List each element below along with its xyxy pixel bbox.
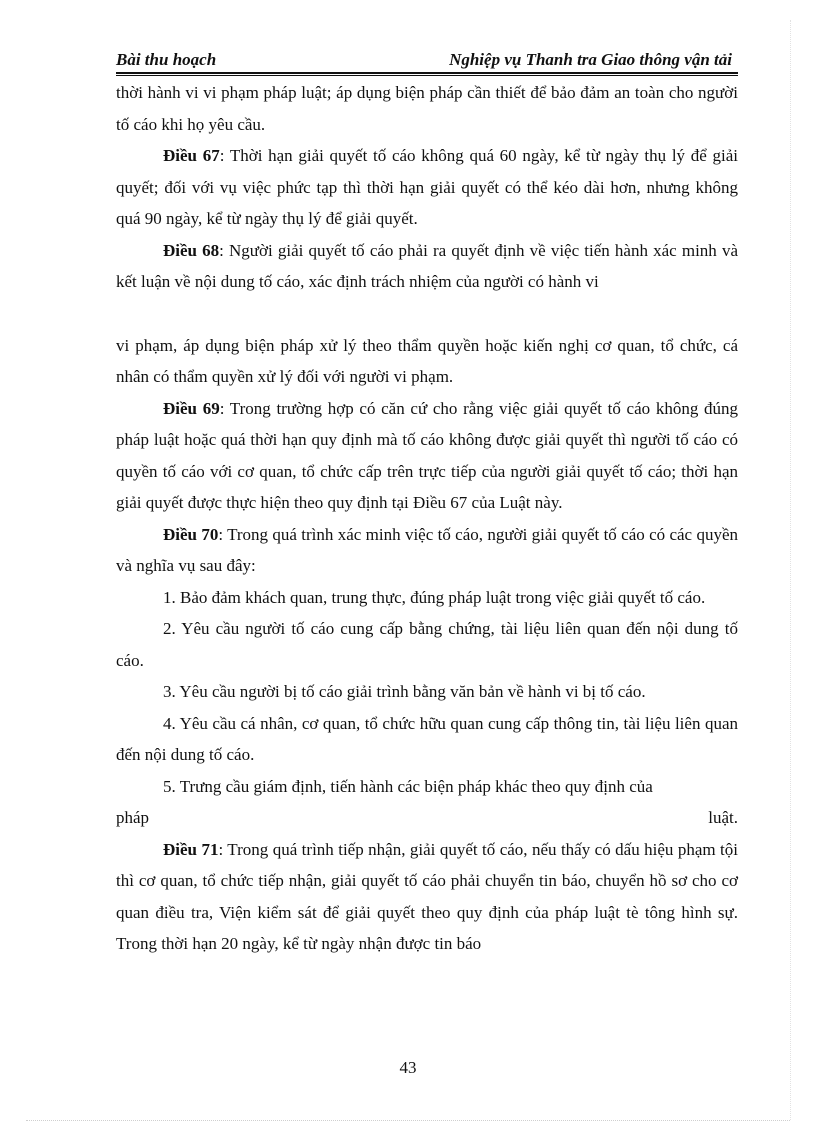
article-label: Điều 70 <box>163 524 219 544</box>
header-left-title: Bài thu hoạch <box>116 50 217 69</box>
article-text: : Thời hạn giải quyết tố cáo không quá 60 ngày, kể từ ngày thụ lý để giải quyết; đối với vụ việc phức tạp thì thời hạn giải quyết có thể kéo dài hơn, nhưng không quá 90 ngày, kể từ ngày thụ lý để giải quyết. <box>116 146 738 228</box>
document-body <box>116 77 738 960</box>
header-right-title: Nghiệp vụ Thanh tra Giao thông vận tải <box>449 50 732 69</box>
article-label: Điều 71 <box>163 839 219 859</box>
article-70 <box>116 519 738 582</box>
article-label: Điều 69 <box>163 398 220 418</box>
justified-word-right: luật. <box>708 808 738 827</box>
article-71 <box>116 834 738 960</box>
article-69 <box>116 393 738 519</box>
header-rule-thin <box>116 75 738 76</box>
list-item-2: 2. Yêu cầu người tố cáo cung cấp bằng chứng, tài liệu liên quan đến nội dung tố cáo. <box>116 619 738 670</box>
header-rule-thick <box>116 72 738 74</box>
paragraph-continuation: thời hành vi vi phạm pháp luật; áp dụng biện pháp cần thiết để bảo đảm an toàn cho người tố cáo khi họ yêu cầu. <box>116 83 738 134</box>
article-text: : Trong quá trình tiếp nhận, giải quyết tố cáo, nếu thấy có dấu hiệu phạm tội thì cơ quan, tổ chức tiếp nhận, giải quyết tố cáo phải chuyển tin báo, chuyển hồ sơ cho cơ quan điều tra, Viện kiểm sát để giải quyết theo quy định của pháp luật tè tông hình sự. Trong thời hạn 20 ngày, kể từ ngày nhận được tin báo <box>116 839 738 953</box>
list-item-5-end <box>116 802 738 834</box>
article-68 <box>116 235 738 298</box>
list-item-5: 5. Trưng cầu giám định, tiến hành các biện pháp khác theo quy định của <box>163 776 653 796</box>
list-item-1: 1. Bảo đảm khách quan, trung thực, đúng pháp luật trong việc giải quyết tố cáo. <box>163 587 706 607</box>
list-item-4: 4. Yêu cầu cá nhân, cơ quan, tổ chức hữu quan cung cấp thông tin, tài liệu liên quan đến nội dung tố cáo. <box>116 713 738 764</box>
article-68-continuation: vi phạm, áp dụng biện pháp xử lý theo thẩm quyền hoặc kiến nghị cơ quan, tổ chức, cá nhân có thẩm quyền xử lý đối với người vi phạm. <box>116 335 738 386</box>
page-edge-dotted <box>26 1120 790 1121</box>
list-item-3: 3. Yêu cầu người bị tố cáo giải trình bằng văn bản về hành vi bị tố cáo. <box>163 682 646 701</box>
article-67 <box>116 140 738 235</box>
justified-word-left: pháp <box>116 808 150 827</box>
page-number: 43 <box>399 1058 417 1077</box>
article-text: : Trong quá trình xác minh việc tố cáo, người giải quyết tố cáo có các quyền và nghĩa vụ sau đây: <box>116 524 738 575</box>
article-label: Điều 67 <box>163 146 220 165</box>
article-label: Điều 68 <box>163 240 220 260</box>
article-text: : Trong trường hợp có căn cứ cho rằng việc giải quyết tố cáo không đúng pháp luật hoặc quá thời hạn quy định mà tố cáo không được giải quyết thì người tố cáo có quyền tố cáo với cơ quan, tổ chức cấp trên trực tiếp của người giải quyết tố cáo; thời hạn giải quyết được thực hiện theo quy định tại Điều 67 của Luật này. <box>116 398 739 512</box>
page-side-dotted <box>790 20 791 1120</box>
blank-gap <box>116 298 738 330</box>
article-text: : Người giải quyết tố cáo phải ra quyết định về việc tiến hành xác minh và kết luận về nội dung tố cáo, xác định trách nhiệm của người có hành vi <box>116 240 739 291</box>
page-header <box>116 50 736 74</box>
